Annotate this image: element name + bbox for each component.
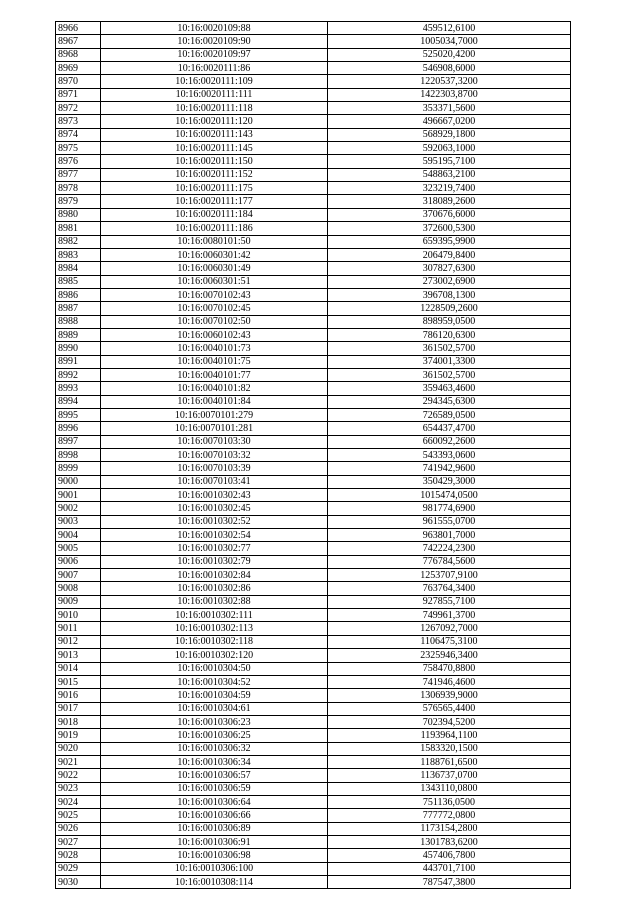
row-number-cell: 8991 <box>56 355 101 368</box>
cadastral-value-cell: 323219,7400 <box>328 182 571 195</box>
row-number-cell: 8992 <box>56 368 101 381</box>
cadastral-number-cell: 10:16:0010306:98 <box>101 849 328 862</box>
row-number-cell: 8976 <box>56 155 101 168</box>
table-row <box>56 195 571 208</box>
row-number-cell: 8985 <box>56 275 101 288</box>
row-number-cell: 9015 <box>56 675 101 688</box>
table-row <box>56 88 571 101</box>
cadastral-value-cell: 702394,5200 <box>328 715 571 728</box>
cadastral-number-cell: 10:16:0010306:64 <box>101 795 328 808</box>
cadastral-value-cell: 595195,7100 <box>328 155 571 168</box>
cadastral-value-cell: 592063,1000 <box>328 142 571 155</box>
table-row <box>56 75 571 88</box>
table-row <box>56 408 571 421</box>
cadastral-value-cell: 1422303,8700 <box>328 88 571 101</box>
table-row <box>56 702 571 715</box>
cadastral-number-cell: 10:16:0010304:50 <box>101 662 328 675</box>
row-number-cell: 8975 <box>56 142 101 155</box>
cadastral-value-cell: 660092,2600 <box>328 435 571 448</box>
row-number-cell: 8977 <box>56 168 101 181</box>
row-number-cell: 9027 <box>56 835 101 848</box>
cadastral-value-cell: 961555,0700 <box>328 515 571 528</box>
table-row <box>56 102 571 115</box>
cadastral-number-cell: 10:16:0010302:77 <box>101 542 328 555</box>
document-page <box>55 21 570 889</box>
cadastral-number-cell: 10:16:0020111:120 <box>101 115 328 128</box>
row-number-cell: 8984 <box>56 262 101 275</box>
cadastral-value-cell: 776784,5600 <box>328 555 571 568</box>
cadastral-value-cell: 359463,4600 <box>328 382 571 395</box>
cadastral-number-cell: 10:16:0020109:90 <box>101 35 328 48</box>
table-body <box>56 22 571 889</box>
table-row <box>56 182 571 195</box>
table-row <box>56 542 571 555</box>
table-row <box>56 155 571 168</box>
row-number-cell: 8995 <box>56 408 101 421</box>
table-row <box>56 288 571 301</box>
cadastral-value-cell: 1267092,7000 <box>328 622 571 635</box>
table-row <box>56 262 571 275</box>
row-number-cell: 8972 <box>56 102 101 115</box>
cadastral-value-cell: 654437,4700 <box>328 422 571 435</box>
row-number-cell: 8993 <box>56 382 101 395</box>
cadastral-value-cell: 777772,0800 <box>328 809 571 822</box>
cadastral-value-cell: 370676,6000 <box>328 208 571 221</box>
cadastral-number-cell: 10:16:0070103:39 <box>101 462 328 475</box>
table-row <box>56 315 571 328</box>
cadastral-number-cell: 10:16:0020111:118 <box>101 102 328 115</box>
cadastral-value-cell: 361502,5700 <box>328 368 571 381</box>
cadastral-value-cell: 1306939,9000 <box>328 689 571 702</box>
cadastral-number-cell: 10:16:0010302:120 <box>101 649 328 662</box>
cadastral-value-cell: 350429,3000 <box>328 475 571 488</box>
row-number-cell: 9014 <box>56 662 101 675</box>
cadastral-value-cell: 374001,3300 <box>328 355 571 368</box>
row-number-cell: 9017 <box>56 702 101 715</box>
cadastral-value-cell: 353371,5600 <box>328 102 571 115</box>
row-number-cell: 9018 <box>56 715 101 728</box>
table-row <box>56 142 571 155</box>
table-row <box>56 475 571 488</box>
row-number-cell: 8983 <box>56 248 101 261</box>
cadastral-value-cell: 372600,5300 <box>328 222 571 235</box>
row-number-cell: 8997 <box>56 435 101 448</box>
cadastral-value-cell: 1188761,6500 <box>328 755 571 768</box>
cadastral-value-cell: 1173154,2800 <box>328 822 571 835</box>
row-number-cell: 8974 <box>56 128 101 141</box>
cadastral-value-cell: 981774,6900 <box>328 502 571 515</box>
table-row <box>56 368 571 381</box>
table-row <box>56 689 571 702</box>
cadastral-number-cell: 10:16:0010304:52 <box>101 675 328 688</box>
row-number-cell: 8967 <box>56 35 101 48</box>
cadastral-value-cell: 576565,4400 <box>328 702 571 715</box>
cadastral-number-cell: 10:16:0060301:42 <box>101 248 328 261</box>
cadastral-number-cell: 10:16:0010302:45 <box>101 502 328 515</box>
table-row <box>56 782 571 795</box>
cadastral-value-cell: 751136,0500 <box>328 795 571 808</box>
row-number-cell: 9021 <box>56 755 101 768</box>
table-row <box>56 635 571 648</box>
row-number-cell: 9013 <box>56 649 101 662</box>
row-number-cell: 8979 <box>56 195 101 208</box>
cadastral-value-cell: 1136737,0700 <box>328 769 571 782</box>
row-number-cell: 8970 <box>56 75 101 88</box>
row-number-cell: 9000 <box>56 475 101 488</box>
cadastral-number-cell: 10:16:0010308:114 <box>101 876 328 889</box>
table-row <box>56 168 571 181</box>
cadastral-number-cell: 10:16:0020111:184 <box>101 208 328 221</box>
cadastral-number-cell: 10:16:0020109:97 <box>101 48 328 61</box>
cadastral-value-cell: 525020,4200 <box>328 48 571 61</box>
row-number-cell: 9020 <box>56 742 101 755</box>
row-number-cell: 9001 <box>56 489 101 502</box>
row-number-cell: 9008 <box>56 582 101 595</box>
cadastral-number-cell: 10:16:0070103:32 <box>101 449 328 462</box>
cadastral-number-cell: 10:16:0070102:43 <box>101 288 328 301</box>
table-row <box>56 422 571 435</box>
cadastral-value-cell: 307827,6300 <box>328 262 571 275</box>
cadastral-value-cell: 659395,9900 <box>328 235 571 248</box>
cadastral-value-cell: 786120,6300 <box>328 328 571 341</box>
cadastral-number-cell: 10:16:0010302:111 <box>101 609 328 622</box>
cadastral-number-cell: 10:16:0010302:88 <box>101 595 328 608</box>
row-number-cell: 9009 <box>56 595 101 608</box>
cadastral-value-cell: 546908,6000 <box>328 62 571 75</box>
cadastral-value-cell: 742224,2300 <box>328 542 571 555</box>
cadastral-value-cell: 963801,7000 <box>328 529 571 542</box>
cadastral-number-cell: 10:16:0010306:57 <box>101 769 328 782</box>
cadastral-value-cell: 273002,6900 <box>328 275 571 288</box>
row-number-cell: 8971 <box>56 88 101 101</box>
row-number-cell: 9019 <box>56 729 101 742</box>
cadastral-number-cell: 10:16:0010306:89 <box>101 822 328 835</box>
cadastral-number-cell: 10:16:0080101:50 <box>101 235 328 248</box>
table-row <box>56 62 571 75</box>
table-row <box>56 328 571 341</box>
row-number-cell: 9026 <box>56 822 101 835</box>
cadastral-value-cell: 1193964,1100 <box>328 729 571 742</box>
cadastral-number-cell: 10:16:0070102:50 <box>101 315 328 328</box>
cadastral-number-cell: 10:16:0020111:152 <box>101 168 328 181</box>
cadastral-number-cell: 10:16:0010306:59 <box>101 782 328 795</box>
table-row <box>56 22 571 35</box>
cadastral-number-cell: 10:16:0040101:75 <box>101 355 328 368</box>
row-number-cell: 9005 <box>56 542 101 555</box>
table-row <box>56 729 571 742</box>
cadastral-value-cell: 758470,8800 <box>328 662 571 675</box>
cadastral-number-cell: 10:16:0060102:43 <box>101 328 328 341</box>
cadastral-value-cell: 443701,7100 <box>328 862 571 875</box>
table-row <box>56 675 571 688</box>
cadastral-number-cell: 10:16:0020111:86 <box>101 62 328 75</box>
cadastral-value-cell: 459512,6100 <box>328 22 571 35</box>
row-number-cell: 9002 <box>56 502 101 515</box>
cadastral-value-cell: 898959,0500 <box>328 315 571 328</box>
cadastral-value-cell: 361502,5700 <box>328 342 571 355</box>
row-number-cell: 8990 <box>56 342 101 355</box>
table-row <box>56 595 571 608</box>
cadastral-number-cell: 10:16:0020111:145 <box>101 142 328 155</box>
table-row <box>56 569 571 582</box>
cadastral-number-cell: 10:16:0010306:34 <box>101 755 328 768</box>
table-row <box>56 355 571 368</box>
cadastral-value-cell: 568929,1800 <box>328 128 571 141</box>
cadastral-value-cell: 496667,0200 <box>328 115 571 128</box>
row-number-cell: 8982 <box>56 235 101 248</box>
cadastral-number-cell: 10:16:0010302:118 <box>101 635 328 648</box>
cadastral-value-cell: 1106475,3100 <box>328 635 571 648</box>
cadastral-value-cell: 543393,0600 <box>328 449 571 462</box>
table-row <box>56 302 571 315</box>
row-number-cell: 8978 <box>56 182 101 195</box>
table-row <box>56 275 571 288</box>
row-number-cell: 8994 <box>56 395 101 408</box>
row-number-cell: 8966 <box>56 22 101 35</box>
cadastral-number-cell: 10:16:0060301:49 <box>101 262 328 275</box>
cadastral-number-cell: 10:16:0020111:150 <box>101 155 328 168</box>
table-row <box>56 48 571 61</box>
cadastral-value-cell: 787547,3800 <box>328 876 571 889</box>
cadastral-value-cell: 741946,4600 <box>328 675 571 688</box>
row-number-cell: 9029 <box>56 862 101 875</box>
cadastral-number-cell: 10:16:0010306:32 <box>101 742 328 755</box>
cadastral-value-cell: 741942,9600 <box>328 462 571 475</box>
table-row <box>56 208 571 221</box>
row-number-cell: 9012 <box>56 635 101 648</box>
row-number-cell: 8981 <box>56 222 101 235</box>
table-row <box>56 342 571 355</box>
cadastral-number-cell: 10:16:0020111:177 <box>101 195 328 208</box>
table-row <box>56 849 571 862</box>
row-number-cell: 8968 <box>56 48 101 61</box>
cadastral-value-cell: 2325946,3400 <box>328 649 571 662</box>
table-row <box>56 222 571 235</box>
cadastral-value-cell: 548863,2100 <box>328 168 571 181</box>
cadastral-number-cell: 10:16:0010306:91 <box>101 835 328 848</box>
cadastral-value-cell: 294345,6300 <box>328 395 571 408</box>
cadastral-number-cell: 10:16:0020111:186 <box>101 222 328 235</box>
table-row <box>56 248 571 261</box>
cadastral-value-table <box>55 21 571 889</box>
cadastral-number-cell: 10:16:0040101:77 <box>101 368 328 381</box>
cadastral-value-cell: 763764,3400 <box>328 582 571 595</box>
table-row <box>56 529 571 542</box>
row-number-cell: 9007 <box>56 569 101 582</box>
table-row <box>56 649 571 662</box>
cadastral-number-cell: 10:16:0010306:100 <box>101 862 328 875</box>
table-row <box>56 795 571 808</box>
cadastral-number-cell: 10:16:0010306:23 <box>101 715 328 728</box>
cadastral-value-cell: 726589,0500 <box>328 408 571 421</box>
row-number-cell: 8996 <box>56 422 101 435</box>
cadastral-value-cell: 927855,7100 <box>328 595 571 608</box>
table-row <box>56 515 571 528</box>
cadastral-number-cell: 10:16:0040101:73 <box>101 342 328 355</box>
table-row <box>56 862 571 875</box>
table-row <box>56 382 571 395</box>
row-number-cell: 9024 <box>56 795 101 808</box>
table-row <box>56 742 571 755</box>
cadastral-number-cell: 10:16:0060301:51 <box>101 275 328 288</box>
cadastral-number-cell: 10:16:0010302:52 <box>101 515 328 528</box>
cadastral-number-cell: 10:16:0040101:82 <box>101 382 328 395</box>
row-number-cell: 8986 <box>56 288 101 301</box>
row-number-cell: 9023 <box>56 782 101 795</box>
table-row <box>56 489 571 502</box>
cadastral-number-cell: 10:16:0070103:30 <box>101 435 328 448</box>
cadastral-number-cell: 10:16:0040101:84 <box>101 395 328 408</box>
cadastral-value-cell: 1253707,9100 <box>328 569 571 582</box>
table-row <box>56 395 571 408</box>
table-row <box>56 876 571 889</box>
row-number-cell: 9028 <box>56 849 101 862</box>
row-number-cell: 8989 <box>56 328 101 341</box>
table-row <box>56 835 571 848</box>
cadastral-value-cell: 1220537,3200 <box>328 75 571 88</box>
cadastral-value-cell: 206479,8400 <box>328 248 571 261</box>
row-number-cell: 9006 <box>56 555 101 568</box>
cadastral-number-cell: 10:16:0010302:84 <box>101 569 328 582</box>
cadastral-number-cell: 10:16:0010302:113 <box>101 622 328 635</box>
table-row <box>56 622 571 635</box>
cadastral-number-cell: 10:16:0010306:66 <box>101 809 328 822</box>
row-number-cell: 8980 <box>56 208 101 221</box>
cadastral-value-cell: 1301783,6200 <box>328 835 571 848</box>
cadastral-value-cell: 396708,1300 <box>328 288 571 301</box>
table-row <box>56 35 571 48</box>
cadastral-number-cell: 10:16:0070101:281 <box>101 422 328 435</box>
table-row <box>56 769 571 782</box>
row-number-cell: 9025 <box>56 809 101 822</box>
row-number-cell: 8987 <box>56 302 101 315</box>
table-row <box>56 822 571 835</box>
table-row <box>56 235 571 248</box>
table-row <box>56 555 571 568</box>
cadastral-value-cell: 318089,2600 <box>328 195 571 208</box>
cadastral-number-cell: 10:16:0010302:86 <box>101 582 328 595</box>
cadastral-value-cell: 749961,3700 <box>328 609 571 622</box>
cadastral-value-cell: 1343110,0800 <box>328 782 571 795</box>
row-number-cell: 9004 <box>56 529 101 542</box>
row-number-cell: 9022 <box>56 769 101 782</box>
table-row <box>56 502 571 515</box>
table-row <box>56 755 571 768</box>
row-number-cell: 9011 <box>56 622 101 635</box>
row-number-cell: 8999 <box>56 462 101 475</box>
table-row <box>56 609 571 622</box>
cadastral-number-cell: 10:16:0010302:79 <box>101 555 328 568</box>
table-row <box>56 462 571 475</box>
cadastral-number-cell: 10:16:0020111:111 <box>101 88 328 101</box>
cadastral-number-cell: 10:16:0070102:45 <box>101 302 328 315</box>
cadastral-number-cell: 10:16:0010306:25 <box>101 729 328 742</box>
row-number-cell: 8988 <box>56 315 101 328</box>
cadastral-value-cell: 1583320,1500 <box>328 742 571 755</box>
cadastral-number-cell: 10:16:0010302:54 <box>101 529 328 542</box>
cadastral-number-cell: 10:16:0010302:43 <box>101 489 328 502</box>
cadastral-number-cell: 10:16:0070103:41 <box>101 475 328 488</box>
row-number-cell: 8998 <box>56 449 101 462</box>
table-row <box>56 128 571 141</box>
row-number-cell: 8969 <box>56 62 101 75</box>
table-row <box>56 449 571 462</box>
cadastral-number-cell: 10:16:0010304:59 <box>101 689 328 702</box>
cadastral-value-cell: 1005034,7000 <box>328 35 571 48</box>
table-row <box>56 715 571 728</box>
table-row <box>56 115 571 128</box>
cadastral-number-cell: 10:16:0070101:279 <box>101 408 328 421</box>
cadastral-value-cell: 1015474,0500 <box>328 489 571 502</box>
cadastral-number-cell: 10:16:0020111:175 <box>101 182 328 195</box>
table-row <box>56 582 571 595</box>
table-row <box>56 435 571 448</box>
cadastral-number-cell: 10:16:0020111:109 <box>101 75 328 88</box>
row-number-cell: 9030 <box>56 876 101 889</box>
row-number-cell: 9016 <box>56 689 101 702</box>
table-row <box>56 809 571 822</box>
cadastral-number-cell: 10:16:0010304:61 <box>101 702 328 715</box>
cadastral-value-cell: 457406,7800 <box>328 849 571 862</box>
row-number-cell: 8973 <box>56 115 101 128</box>
cadastral-number-cell: 10:16:0020111:143 <box>101 128 328 141</box>
row-number-cell: 9003 <box>56 515 101 528</box>
cadastral-number-cell: 10:16:0020109:88 <box>101 22 328 35</box>
row-number-cell: 9010 <box>56 609 101 622</box>
table-row <box>56 662 571 675</box>
cadastral-value-cell: 1228509,2600 <box>328 302 571 315</box>
